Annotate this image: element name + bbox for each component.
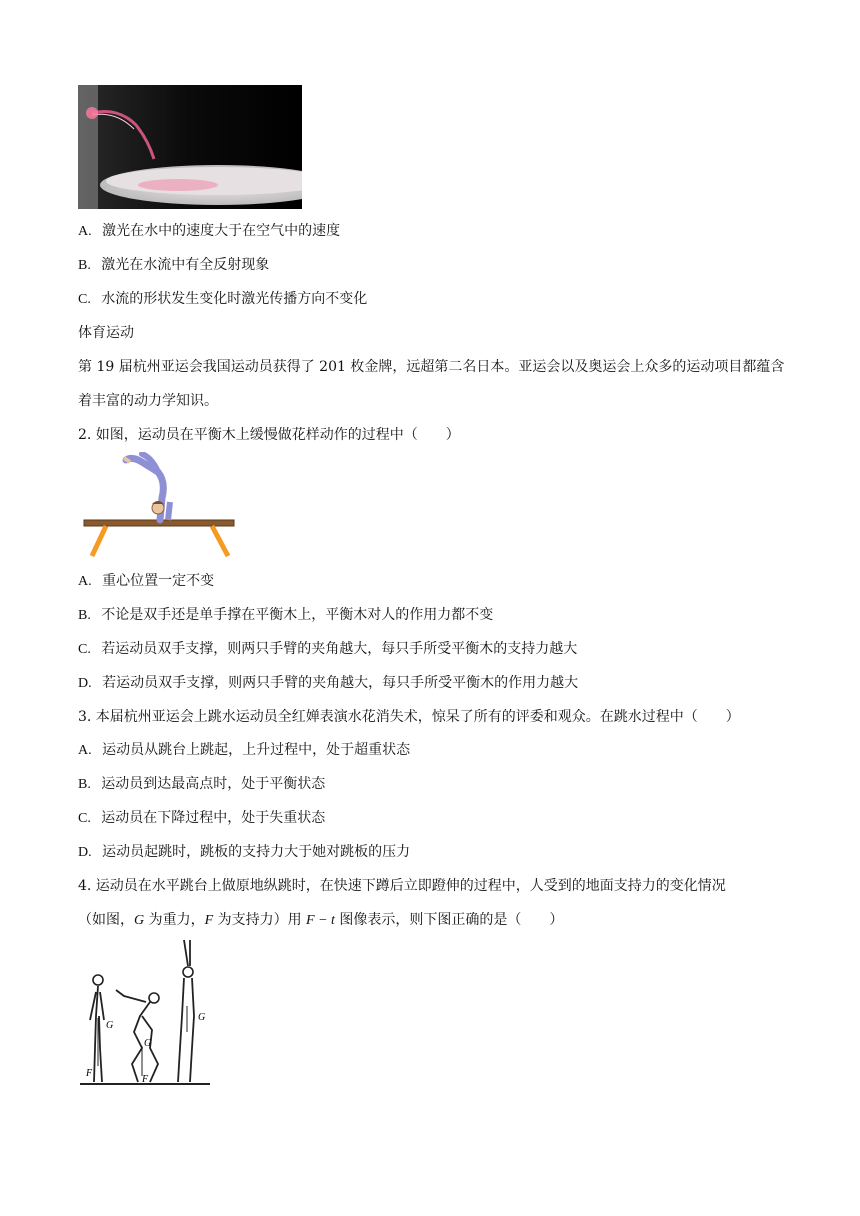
q1-option-c: C. 水流的形状发生变化时激光传播方向不变化	[78, 291, 368, 307]
symbol-g: G	[134, 913, 145, 928]
fig-label-f1: F	[86, 1068, 93, 1079]
q3-option-b: B. 运动员到达最高点时，处于平衡状态	[78, 776, 326, 792]
q3-option-a: A. 运动员从跳台上跳起，上升过程中，处于超重状态	[78, 742, 411, 758]
vertical-jump-figure	[80, 936, 212, 1088]
fig-label-g3: G	[198, 1012, 206, 1023]
balance-beam-figure	[82, 452, 238, 558]
q1-option-a: A. 激光在水中的速度大于在空气中的速度	[78, 223, 341, 239]
q2-option-d-text: 若运动员双手支撑，则两只手臂的夹角越大，每只手所受平衡木的作用力越大	[102, 675, 579, 691]
q3-option-a-text: 运动员从跳台上跳起，上升过程中，处于超重状态	[102, 742, 411, 758]
laser-water-photo	[78, 85, 302, 209]
q2-option-c-text: 若运动员双手支撑，则两只手臂的夹角越大，每只手所受平衡木的支持力越大	[101, 641, 578, 657]
q2-option-b-text: 不论是双手还是单手撑在平衡木上，平衡木对人的作用力都不变	[101, 607, 494, 623]
symbol-f: F	[204, 913, 214, 928]
q3-option-d: D. 运动员起跳时，跳板的支持力大于她对跳板的压力	[78, 844, 411, 860]
q3-option-c-text: 运动员在下降过程中，处于失重状态	[101, 810, 326, 826]
q1-option-a-text: 激光在水中的速度大于在空气中的速度	[102, 223, 341, 239]
q4-stem-line1: 4. 运动员在水平跳台上做原地纵跳时，在快速下蹲后立即蹬伸的过程中，人受到的地面支持力的变化情况	[78, 878, 726, 894]
q1-option-b-text: 激光在水流中有全反射现象	[101, 257, 270, 273]
fig-label-g2: G	[144, 1038, 152, 1049]
symbol-f-t: F − t	[306, 913, 335, 928]
fig-label-g1: G	[106, 1020, 114, 1031]
section-title: 体育运动	[78, 325, 134, 341]
section-intro: 第 19 届杭州亚运会我国运动员获得了 201 枚金牌，远超第二名日本。亚运会以及奥运会上众多的运动项目都蕴含着丰富的动力学知识。	[78, 359, 785, 409]
q4-stem-line2: （如图，G 为重力，F 为支持力）用 F − t 图像表示，则下图正确的是（ ）	[78, 912, 564, 928]
q2-stem: 2. 如图，运动员在平衡木上缓慢做花样动作的过程中（ ）	[78, 427, 460, 443]
fig-label-f2: F	[142, 1074, 149, 1085]
q3-option-b-text: 运动员到达最高点时，处于平衡状态	[101, 776, 326, 792]
q2-option-d: D. 若运动员双手支撑，则两只手臂的夹角越大，每只手所受平衡木的作用力越大	[78, 675, 579, 691]
q1-option-b: B. 激光在水流中有全反射现象	[78, 257, 270, 273]
q2-option-a: A. 重心位置一定不变	[78, 573, 215, 589]
q2-option-a-text: 重心位置一定不变	[102, 573, 215, 589]
q3-stem: 3. 本届杭州亚运会上跳水运动员全红婵表演水花消失术，惊呆了所有的评委和观众。在跳水过程中（ ）	[78, 709, 740, 725]
q3-option-c: C. 运动员在下降过程中，处于失重状态	[78, 810, 326, 826]
q2-option-b: B. 不论是双手还是单手撑在平衡木上，平衡木对人的作用力都不变	[78, 607, 494, 623]
q1-option-c-text: 水流的形状发生变化时激光传播方向不变化	[101, 291, 368, 307]
q2-option-c: C. 若运动员双手支撑，则两只手臂的夹角越大，每只手所受平衡木的支持力越大	[78, 641, 578, 657]
q3-option-d-text: 运动员起跳时，跳板的支持力大于她对跳板的压力	[102, 844, 411, 860]
